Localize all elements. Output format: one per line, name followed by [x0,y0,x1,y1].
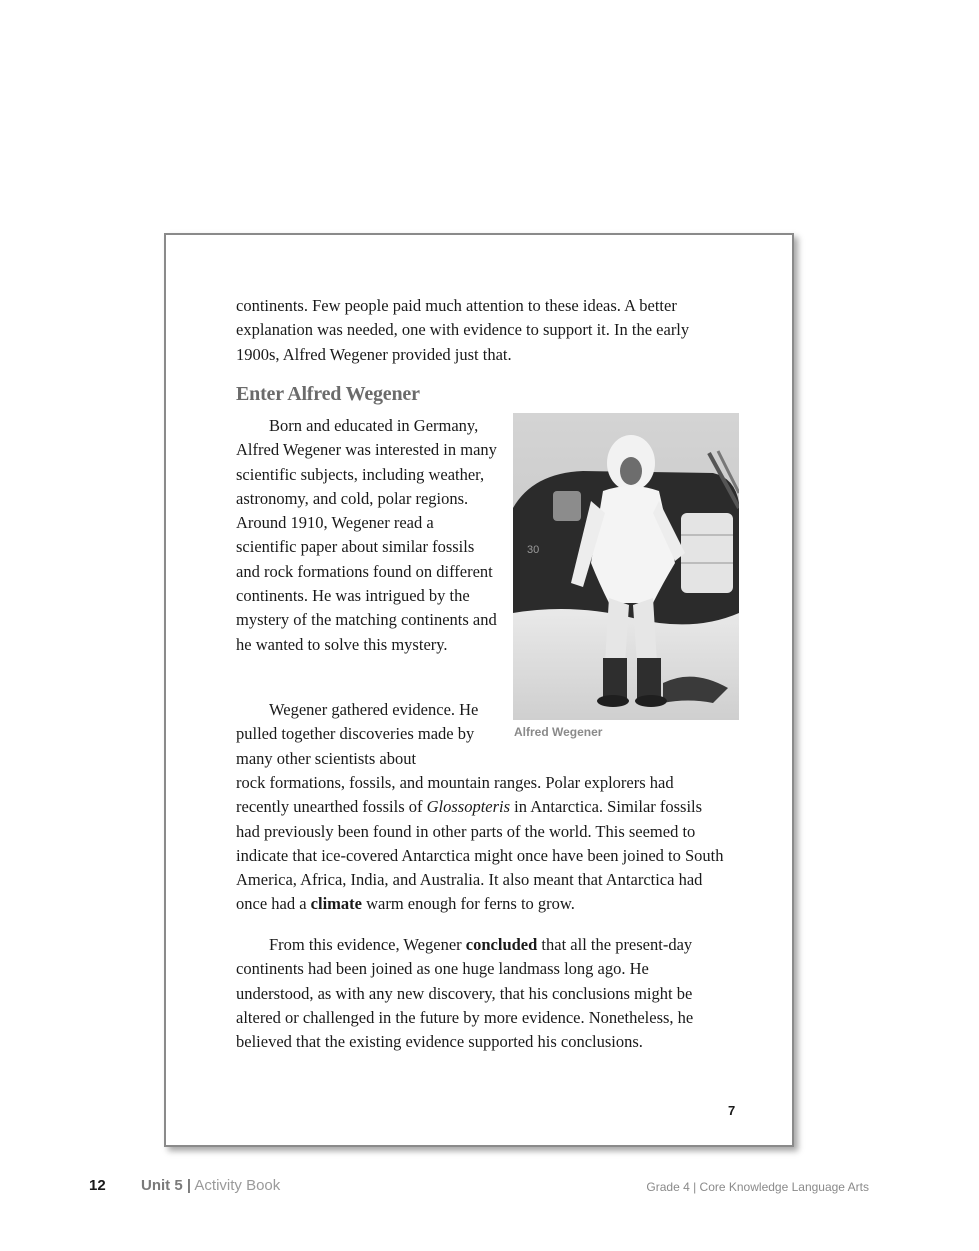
page-footer [0,1177,979,1197]
paragraph-gathered-evidence: Wegener gathered evidence. He pulled together discoveries made by many other scientists about [236,700,479,768]
vehicle-marking: 30 [527,544,540,556]
intro-paragraph: continents. Few people paid much attention to these ideas. A better explanation was needed, one with evidence to support it. In the early 1900s, Alfred Wegener provided just that. [236,296,690,364]
vocab-climate: climate [310,894,362,914]
footer-separator: | [186,1177,192,1194]
paragraph-text: in Antarctica. Similar fossils had previously been found in other parts of the world. This seemed to indicate that ice-covered Antarctica might once have been joined to South America, Africa, India, and Australia. It also meant that Antarctica had once had a [236,797,724,914]
paragraph-concluded [236,933,726,1054]
glossopteris-term: Glossopteris [426,797,511,817]
footer-page-number: 12 [89,1177,106,1194]
footer-series-label: Grade 4 | Core Knowledge Language Arts [646,1180,869,1194]
paragraph-text: that all the present-day continents had been joined as one huge landmass long ago. He understood, as with any new discovery, that his conclusions might be altered or challenged in the future by more evidence. Nonetheless, he believed that the existing evidence supported his conclusions. [236,935,694,1052]
reader-page-number: 7 [728,1103,736,1118]
paragraph-gathered-evidence-continued [236,771,726,917]
unit-label: Unit 5 [141,1177,183,1194]
photo-caption: Alfred Wegener [514,725,603,739]
footer-unit-label [141,1177,280,1194]
book-label: Activity Book [194,1177,281,1194]
vocab-concluded: concluded [465,935,538,954]
paragraph-text: warm enough for ferns to grow. [361,894,575,914]
photo-illustration [513,413,739,720]
paragraph-text: rock formations, fossils, and mountain ranges. Polar explorers had recently unearthed fossils of [236,773,674,817]
paragraph-text: From this evidence, Wegener [269,935,466,954]
paragraph-born-educated: Born and educated in Germany, Alfred Wegener was interested in many scientific subjects, including weather, astronomy, and cold, polar regions. Around 1910, Wegener read a scientific paper about similar fossils and rock formations found on different continents. He was intrigued by the mystery of the matching continents and he wanted to solve this mystery. [236,416,497,654]
alfred-wegener-photo [513,413,739,720]
section-heading: Enter Alfred Wegener [236,383,420,405]
